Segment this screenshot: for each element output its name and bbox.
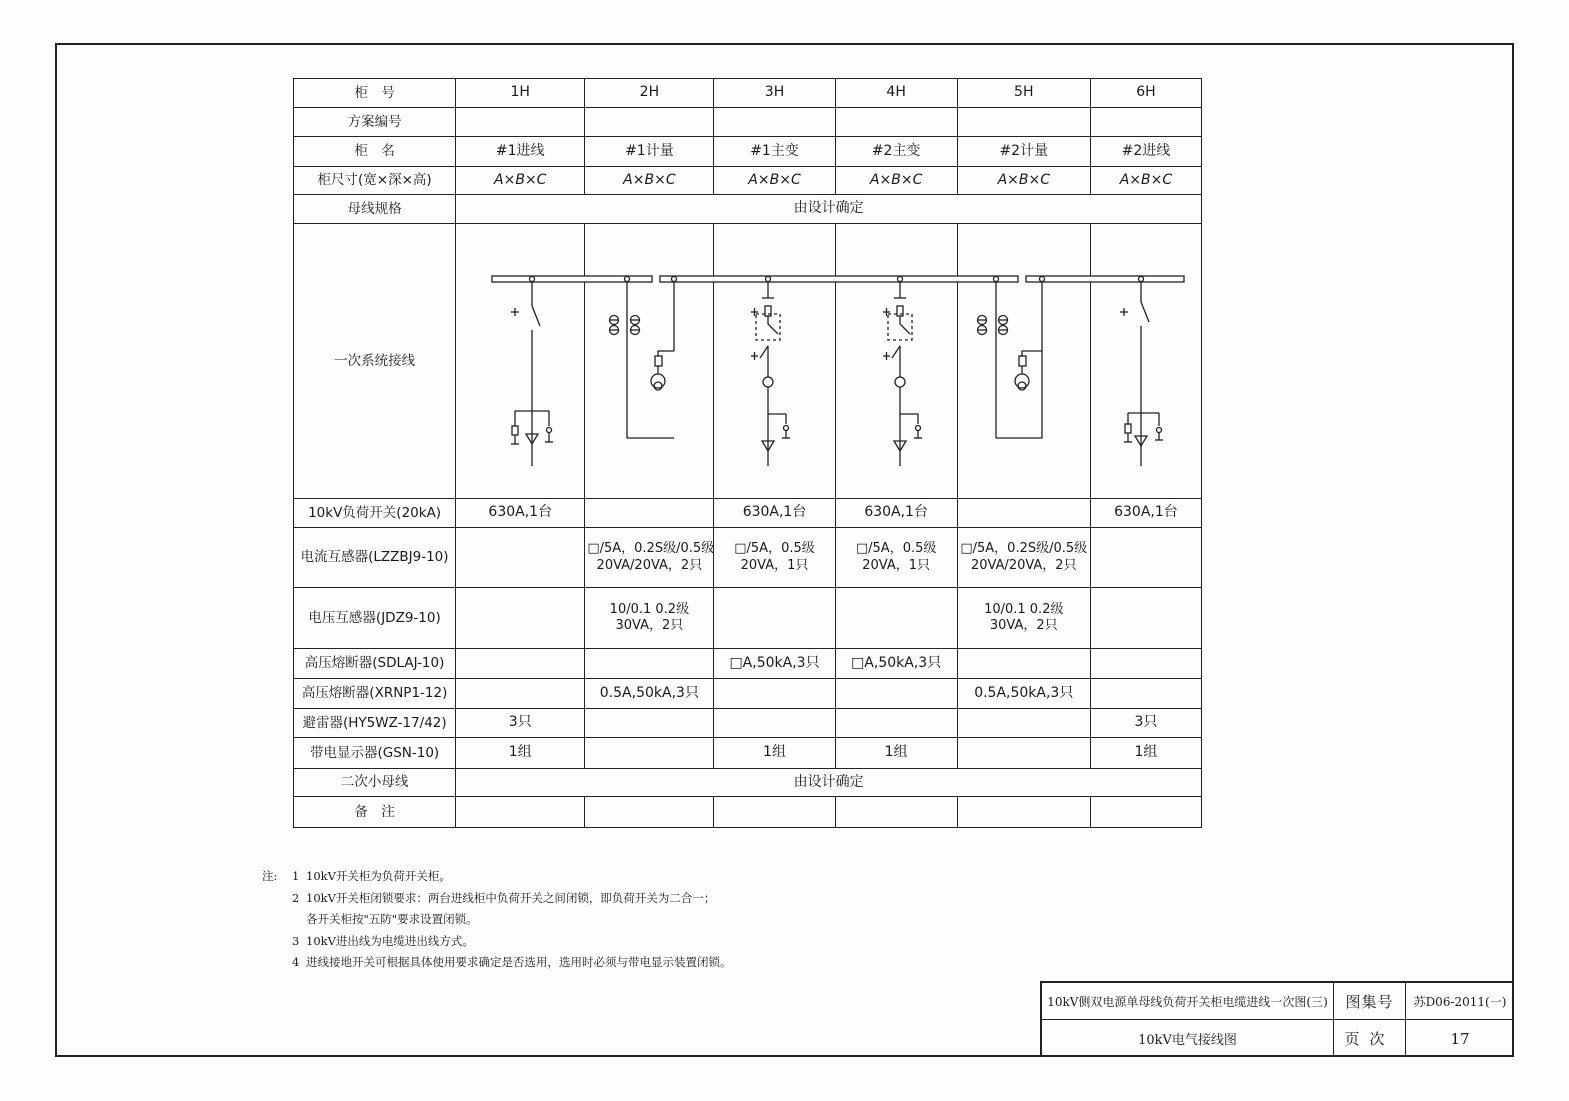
feeder-1h bbox=[511, 282, 553, 466]
indicator-cell: 1组 bbox=[835, 738, 957, 769]
busbar-right bbox=[1026, 276, 1184, 282]
row-load-switch bbox=[294, 499, 1202, 528]
row-secondary-bus bbox=[294, 769, 1202, 797]
cabinet-size-cell: A×B×C bbox=[714, 167, 835, 195]
note-3: 10kV进出线为电缆进出线方式。 bbox=[306, 933, 474, 948]
row-arrester bbox=[294, 709, 1202, 738]
fuse-cell: 0.5A,50kA,3只 bbox=[957, 679, 1090, 709]
row-cabinet-name bbox=[294, 137, 1202, 167]
label-voltage-transformer: 电压互感器(JDZ9-10) bbox=[294, 588, 456, 649]
label-primary-wiring: 一次系统接线 bbox=[294, 224, 456, 499]
ct-cell bbox=[1090, 528, 1201, 588]
label-load-switch: 10kV负荷开关(20kA) bbox=[294, 499, 456, 528]
row-remarks bbox=[294, 797, 1202, 828]
cabinet-size-cell: A×B×C bbox=[835, 167, 957, 195]
label-hv-fuse-xrnp: 高压熔断器(XRNP1-12) bbox=[294, 679, 456, 709]
load-switch-cell: 630A,1台 bbox=[456, 499, 585, 528]
fuse-cell: □A,50kA,3只 bbox=[714, 649, 835, 679]
fuse-cell bbox=[714, 679, 835, 709]
single-line-diagram bbox=[293, 226, 1202, 500]
drawing-subtitle: 10kV电气接线图 bbox=[1042, 1020, 1334, 1057]
note-2: 10kV开关柜闭锁要求：两台进线柜中负荷开关之间闭锁，即负荷开关为二合一； bbox=[306, 890, 716, 905]
label-secondary-bus: 二次小母线 bbox=[294, 769, 456, 797]
row-cabinet-size bbox=[294, 167, 1202, 195]
cabinet-size-cell: A×B×C bbox=[456, 167, 585, 195]
row-hv-fuse-xrnp bbox=[294, 679, 1202, 709]
col-3h: 3H bbox=[714, 79, 835, 108]
cabinet-name-cell: #2进线 bbox=[1090, 137, 1201, 167]
fuse-cell bbox=[456, 679, 585, 709]
ct-cell: □/5A，0.2S级/0.5级 20VA/20VA，2只 bbox=[957, 528, 1090, 588]
arrester-cell bbox=[714, 709, 835, 738]
cabinet-name-cell: #1计量 bbox=[585, 137, 714, 167]
notes: 注: 1 10kV开关柜为负荷开关柜。 2 10kV开关柜闭锁要求：两台进线柜中负荷开关之间闭锁，即负荷开关为二合一； 各开关柜按"五防"要求设置闭锁。 3 10kV进出线为电缆进出线方式。 4 进线接地开关可根据具体使用要求确定是否选用，选用时必须与带电显示装置闭锁。 bbox=[262, 866, 732, 974]
arrester-cell: 3只 bbox=[1090, 709, 1201, 738]
fuse-cell bbox=[585, 649, 714, 679]
label-arrester: 避雷器(HY5WZ-17/42) bbox=[294, 709, 456, 738]
indicator-cell: 1组 bbox=[456, 738, 585, 769]
secondary-bus-value: 由设计确定 bbox=[456, 769, 1202, 797]
fuse-cell: 0.5A,50kA,3只 bbox=[585, 679, 714, 709]
feeder-4h bbox=[883, 282, 922, 466]
label-live-indicator: 带电显示器(GSN-10) bbox=[294, 738, 456, 769]
arrester-cell: 3只 bbox=[456, 709, 585, 738]
label-cabinet-no: 柜 号 bbox=[294, 79, 456, 108]
atlas-number: 苏D06-2011(一) bbox=[1406, 983, 1514, 1020]
fuse-cell: □A,50kA,3只 bbox=[835, 649, 957, 679]
vt-cell bbox=[714, 588, 835, 649]
indicator-cell: 1组 bbox=[1090, 738, 1201, 769]
label-remarks: 备 注 bbox=[294, 797, 456, 828]
feeder-6h bbox=[1120, 282, 1163, 466]
arrester-cell bbox=[957, 709, 1090, 738]
load-switch-cell: 630A,1台 bbox=[1090, 499, 1201, 528]
title-block bbox=[1040, 981, 1514, 1057]
fuse-cell bbox=[957, 649, 1090, 679]
col-1h: 1H bbox=[456, 79, 585, 108]
label-current-transformer: 电流互感器(LZZBJ9-10) bbox=[294, 528, 456, 588]
col-5h: 5H bbox=[957, 79, 1090, 108]
vt-cell bbox=[1090, 588, 1201, 649]
cabinet-size-cell: A×B×C bbox=[1090, 167, 1201, 195]
fuse-cell bbox=[456, 649, 585, 679]
page-label: 页次 bbox=[1334, 1020, 1406, 1057]
row-scheme-no bbox=[294, 108, 1202, 137]
label-busbar-spec: 母线规格 bbox=[294, 195, 456, 224]
label-hv-fuse-sdlaj: 高压熔断器(SDLAJ-10) bbox=[294, 649, 456, 679]
vt-cell bbox=[835, 588, 957, 649]
busbar-spec-value: 由设计确定 bbox=[456, 195, 1202, 224]
cabinet-size-cell: A×B×C bbox=[957, 167, 1090, 195]
ct-cell: □/5A，0.2S级/0.5级 20VA/20VA，2只 bbox=[585, 528, 714, 588]
row-hv-fuse-sdlaj bbox=[294, 649, 1202, 679]
load-switch-cell: 630A,1台 bbox=[714, 499, 835, 528]
feeder-5h bbox=[977, 282, 1042, 438]
fuse-cell bbox=[1090, 649, 1201, 679]
label-scheme-no: 方案编号 bbox=[294, 108, 456, 137]
vt-cell bbox=[456, 588, 585, 649]
label-cabinet-name: 柜 名 bbox=[294, 137, 456, 167]
load-switch-cell bbox=[585, 499, 714, 528]
row-voltage-transformer bbox=[294, 588, 1202, 649]
vt-cell: 10/0.1 0.2级 30VA，2只 bbox=[585, 588, 714, 649]
load-switch-cell bbox=[957, 499, 1090, 528]
page-number: 17 bbox=[1450, 1029, 1470, 1048]
indicator-cell bbox=[957, 738, 1090, 769]
fuse-cell bbox=[835, 679, 957, 709]
ct-cell: □/5A，0.5级 20VA，1只 bbox=[835, 528, 957, 588]
indicator-cell: 1组 bbox=[714, 738, 835, 769]
row-cabinet-no bbox=[294, 79, 1202, 108]
note-1: 10kV开关柜为负荷开关柜。 bbox=[306, 869, 451, 883]
note-2-cont: 各开关柜按"五防"要求设置闭锁。 bbox=[306, 912, 478, 926]
ct-cell: □/5A，0.5级 20VA，1只 bbox=[714, 528, 835, 588]
indicator-cell bbox=[585, 738, 714, 769]
cabinet-name-cell: #2计量 bbox=[957, 137, 1090, 167]
cabinet-size-cell: A×B×C bbox=[585, 167, 714, 195]
notes-prefix: 注: bbox=[262, 869, 278, 883]
load-switch-cell: 630A,1台 bbox=[835, 499, 957, 528]
cabinet-name-cell: #1主变 bbox=[714, 137, 835, 167]
row-live-indicator bbox=[294, 738, 1202, 769]
cabinet-name-cell: #1进线 bbox=[456, 137, 585, 167]
row-busbar-spec bbox=[294, 195, 1202, 224]
col-6h: 6H bbox=[1090, 79, 1201, 108]
row-current-transformer bbox=[294, 528, 1202, 588]
feeder-2h bbox=[609, 282, 674, 438]
atlas-label: 图集号 bbox=[1334, 983, 1406, 1020]
drawing-title: 10kV侧双电源单母线负荷开关柜电缆进线一次图(三) bbox=[1042, 983, 1334, 1020]
fuse-cell bbox=[1090, 679, 1201, 709]
arrester-cell bbox=[835, 709, 957, 738]
col-4h: 4H bbox=[835, 79, 957, 108]
label-cabinet-size: 柜尺寸(宽×深×高) bbox=[294, 167, 456, 195]
busbar-center bbox=[660, 276, 1018, 282]
arrester-cell bbox=[585, 709, 714, 738]
cabinet-name-cell: #2主变 bbox=[835, 137, 957, 167]
note-4: 进线接地开关可根据具体使用要求确定是否选用，选用时必须与带电显示装置闭锁。 bbox=[306, 955, 732, 969]
vt-cell: 10/0.1 0.2级 30VA，2只 bbox=[957, 588, 1090, 649]
ct-cell bbox=[456, 528, 585, 588]
col-2h: 2H bbox=[585, 79, 714, 108]
feeder-3h bbox=[751, 282, 790, 466]
